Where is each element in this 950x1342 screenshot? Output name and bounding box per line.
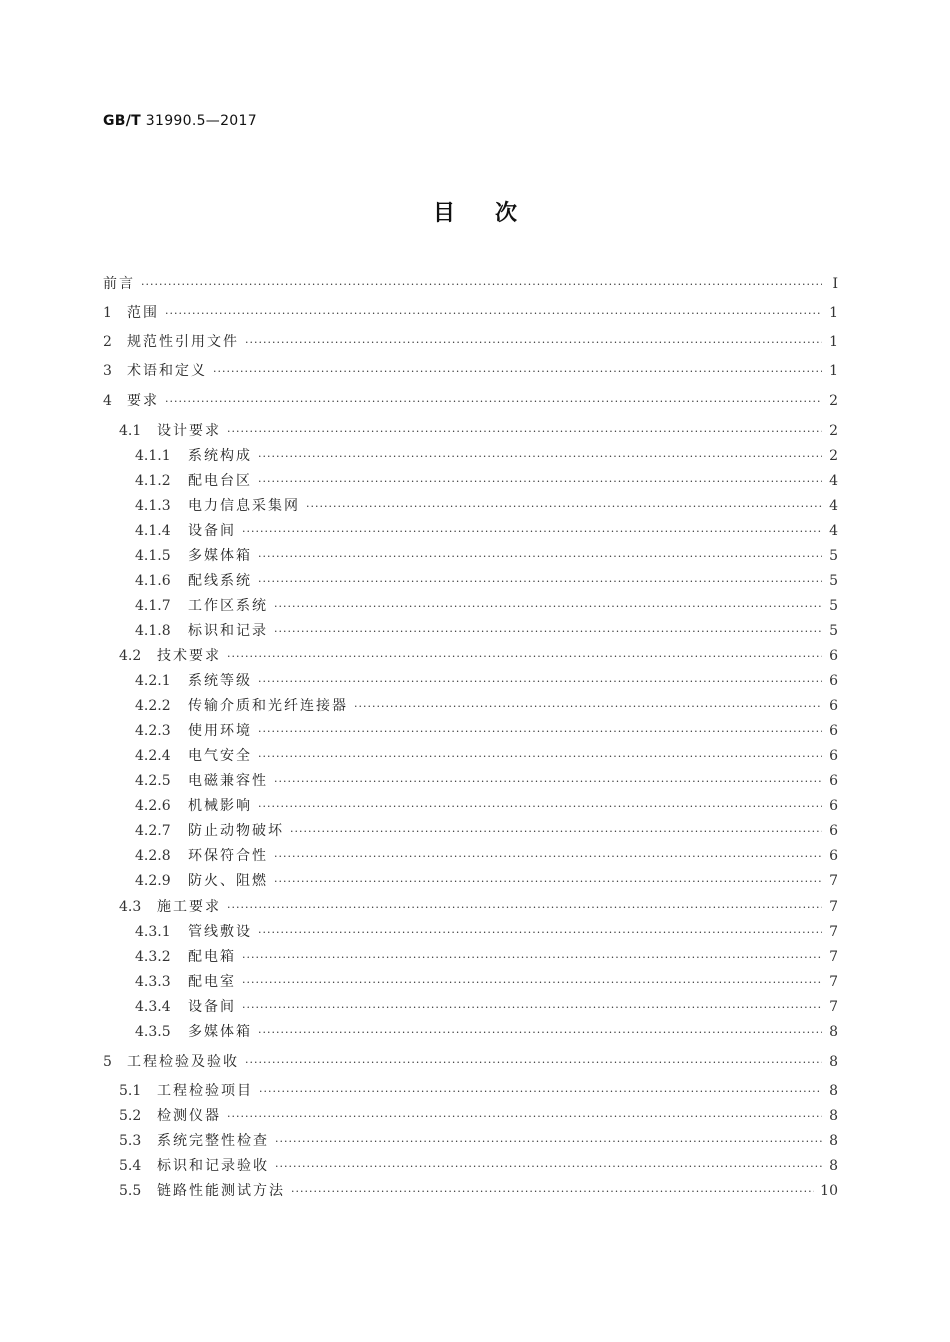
toc-leader-dots: [227, 647, 822, 667]
toc-entry-page: I: [832, 276, 838, 292]
toc-entry[interactable]: [119, 897, 838, 917]
toc-entry[interactable]: [103, 274, 838, 294]
toc-entry[interactable]: [135, 821, 838, 841]
toc-entry-page: 2: [829, 448, 838, 464]
toc-entry-label: 前言: [103, 276, 135, 292]
toc-leader-dots: [258, 722, 822, 742]
toc-entry-number: 4.1.1: [135, 448, 171, 464]
toc-entry-page: 7: [829, 873, 838, 889]
toc-leader-dots: [275, 1132, 822, 1152]
toc-entry[interactable]: [103, 1052, 838, 1072]
toc-entry-page: 6: [829, 673, 838, 689]
toc-leader-dots: [274, 597, 822, 617]
toc-entry-page: 6: [829, 823, 838, 839]
toc-entry-label: 多媒体箱: [188, 1024, 252, 1040]
toc-entry-label: 配电台区: [188, 473, 252, 489]
toc-entry-label: 配电箱: [188, 949, 236, 965]
toc-entry-label: 电磁兼容性: [188, 773, 268, 789]
toc-entry-label: 配电室: [188, 974, 236, 990]
toc-entry-label: 系统等级: [188, 673, 252, 689]
toc-entry[interactable]: [135, 496, 838, 516]
toc-leader-dots: [274, 772, 822, 792]
toc-leader-dots: [141, 275, 822, 295]
toc-leader-dots: [245, 333, 822, 353]
toc-entry-number: 4.1.3: [135, 498, 171, 514]
toc-leader-dots: [291, 1182, 814, 1202]
toc-entry[interactable]: [135, 871, 838, 891]
toc-entry-number: 4.2.6: [135, 798, 171, 814]
toc-entry-number: 4.2.4: [135, 748, 171, 764]
toc-entry-page: 6: [829, 748, 838, 764]
toc-entry-number: 4.2.1: [135, 673, 171, 689]
toc-entry-page: 1: [829, 363, 838, 379]
toc-entry-label: 系统完整性检查: [157, 1133, 269, 1149]
toc-leader-dots: [290, 822, 822, 842]
toc-leader-dots: [258, 572, 822, 592]
toc-entry-page: 6: [829, 798, 838, 814]
toc-entry-page: 6: [829, 848, 838, 864]
toc-entry-label: 设计要求: [157, 423, 221, 439]
toc-entry-page: 7: [829, 974, 838, 990]
toc-entry-label: 多媒体箱: [188, 548, 252, 564]
toc-leader-dots: [274, 847, 822, 867]
toc-entry-page: 8: [829, 1108, 838, 1124]
toc-entry-label: 系统构成: [188, 448, 252, 464]
toc-entry-page: 2: [829, 393, 838, 409]
toc-entry[interactable]: [119, 421, 838, 441]
toc-entry[interactable]: [135, 796, 838, 816]
toc-leader-dots: [213, 362, 822, 382]
toc-entry-label: 传输介质和光纤连接器: [188, 698, 348, 714]
toc-entry-page: 2: [829, 423, 838, 439]
toc-entry-page: 7: [829, 949, 838, 965]
toc-entry[interactable]: [103, 332, 838, 352]
toc-leader-dots: [227, 898, 822, 918]
toc-entry-page: 8: [829, 1024, 838, 1040]
toc-entry-page: 1: [829, 334, 838, 350]
toc-leader-dots: [259, 1082, 822, 1102]
toc-entry-number: 4.3.3: [135, 974, 171, 990]
page-title: 目次: [432, 201, 557, 226]
toc-entry-page: 5: [829, 573, 838, 589]
toc-leader-dots: [165, 392, 822, 412]
toc-entry[interactable]: [135, 621, 838, 641]
toc-leader-dots: [258, 747, 822, 767]
toc-leader-dots: [258, 547, 822, 567]
toc-entry-page: 4: [829, 498, 838, 514]
toc-entry-number: 4.2.3: [135, 723, 171, 739]
toc-leader-dots: [354, 697, 822, 717]
toc-entry[interactable]: [119, 1081, 838, 1101]
toc-entry-label: 设备间: [188, 523, 236, 539]
toc-entry-number: 4.1.8: [135, 623, 171, 639]
toc-entry-number: 4.1.5: [135, 548, 171, 564]
toc-entry-number: 4: [103, 393, 112, 409]
toc-entry-label: 使用环境: [188, 723, 252, 739]
toc-entry-label: 环保符合性: [188, 848, 268, 864]
toc-entry-page: 7: [829, 924, 838, 940]
toc-entry-label: 链路性能测试方法: [157, 1183, 285, 1199]
toc-entry-label: 配线系统: [188, 573, 252, 589]
toc-entry[interactable]: [135, 1022, 838, 1042]
toc-leader-dots: [227, 422, 822, 442]
toc-entry-label: 工作区系统: [188, 598, 268, 614]
standard-code-prefix: GB/T: [103, 113, 142, 129]
toc-entry-number: 4.1.4: [135, 523, 171, 539]
toc-leader-dots: [242, 973, 822, 993]
toc-entry-page: 6: [829, 698, 838, 714]
toc-entry[interactable]: [103, 391, 838, 411]
toc-entry-label: 术语和定义: [127, 363, 207, 379]
toc-entry[interactable]: [135, 571, 838, 591]
toc-entry-label: 技术要求: [157, 648, 221, 664]
toc-entry[interactable]: [135, 997, 838, 1017]
toc-entry-label: 防止动物破坏: [188, 823, 284, 839]
toc-entry-page: 6: [829, 773, 838, 789]
toc-entry-number: 4.3.4: [135, 999, 171, 1015]
toc-entry-label: 检测仪器: [157, 1108, 221, 1124]
toc-entry-number: 4.3.5: [135, 1024, 171, 1040]
toc-entry-label: 工程检验项目: [157, 1083, 253, 1099]
toc-leader-dots: [306, 497, 822, 517]
toc-leader-dots: [258, 1023, 822, 1043]
toc-entry-page: 8: [829, 1158, 838, 1174]
toc-entry-number: 2: [103, 334, 112, 350]
toc-entry[interactable]: [119, 1156, 838, 1176]
toc-entry-page: 5: [829, 548, 838, 564]
toc-entry[interactable]: [103, 303, 838, 323]
toc-entry-page: 6: [829, 648, 838, 664]
toc-entry[interactable]: [135, 446, 838, 466]
toc-entry-page: 4: [829, 523, 838, 539]
toc-entry-label: 标识和记录验收: [157, 1158, 269, 1174]
toc-entry-label: 管线敷设: [188, 924, 252, 940]
toc-leader-dots: [258, 672, 822, 692]
toc-entry[interactable]: [135, 746, 838, 766]
standard-code: [103, 113, 257, 129]
toc-leader-dots: [274, 872, 822, 892]
toc-entry-page: 4: [829, 473, 838, 489]
toc-entry-number: 5.2: [119, 1108, 142, 1124]
toc-leader-dots: [242, 998, 822, 1018]
toc-leader-dots: [227, 1107, 822, 1127]
toc-entry-number: 1: [103, 305, 112, 321]
toc-entry[interactable]: [119, 1106, 838, 1126]
toc-entry-number: 5.4: [119, 1158, 142, 1174]
toc-entry-number: 5.5: [119, 1183, 142, 1199]
toc-entry-label: 机械影响: [188, 798, 252, 814]
toc-entry[interactable]: [135, 846, 838, 866]
toc-entry-label: 要求: [127, 393, 159, 409]
standard-code-number: 31990.5—2017: [141, 113, 257, 129]
toc-entry-page: 6: [829, 723, 838, 739]
toc-entry-number: 4.1: [119, 423, 142, 439]
toc-leader-dots: [258, 923, 822, 943]
toc-entry-page: 7: [829, 899, 838, 915]
toc-entry-label: 设备间: [188, 999, 236, 1015]
toc-entry-page: 8: [829, 1083, 838, 1099]
toc-entry-page: 5: [829, 623, 838, 639]
toc-entry-label: 标识和记录: [188, 623, 268, 639]
toc-leader-dots: [242, 522, 822, 542]
toc-entry[interactable]: [103, 361, 838, 381]
toc-entry-number: 5: [103, 1054, 112, 1070]
toc-entry-number: 4.2.7: [135, 823, 171, 839]
toc-entry-page: 10: [820, 1183, 838, 1199]
toc-entry-label: 工程检验及验收: [127, 1054, 239, 1070]
toc-entry-number: 4.2.8: [135, 848, 171, 864]
toc-entry-number: 3: [103, 363, 112, 379]
toc-entry[interactable]: [135, 771, 838, 791]
toc-entry-label: 电气安全: [188, 748, 252, 764]
toc-entry-page: 1: [829, 305, 838, 321]
toc-entry[interactable]: [135, 671, 838, 691]
toc-entry-label: 防火、阻燃: [188, 873, 268, 889]
toc-leader-dots: [258, 447, 822, 467]
toc-entry[interactable]: [135, 596, 838, 616]
toc-entry[interactable]: [135, 546, 838, 566]
toc-entry-number: 4.3.2: [135, 949, 171, 965]
toc-entry-page: 8: [829, 1133, 838, 1149]
toc-entry[interactable]: [135, 947, 838, 967]
toc-entry-page: 7: [829, 999, 838, 1015]
toc-entry-number: 4.1.2: [135, 473, 171, 489]
toc-leader-dots: [275, 1157, 822, 1177]
toc-entry-number: 4.3: [119, 899, 142, 915]
toc-leader-dots: [242, 948, 822, 968]
toc-entry[interactable]: [135, 696, 838, 716]
toc-leader-dots: [258, 472, 822, 492]
toc-entry-number: 4.2: [119, 648, 142, 664]
toc-entry-label: 规范性引用文件: [127, 334, 239, 350]
toc-entry[interactable]: [119, 1181, 838, 1201]
toc-entry-page: 5: [829, 598, 838, 614]
toc-entry-number: 4.1.7: [135, 598, 171, 614]
toc-leader-dots: [245, 1053, 822, 1073]
toc-leader-dots: [258, 797, 822, 817]
toc-entry[interactable]: [135, 922, 838, 942]
toc-entry[interactable]: [135, 471, 838, 491]
toc-entry-number: 4.2.2: [135, 698, 171, 714]
toc-entry[interactable]: [135, 721, 838, 741]
toc-entry-number: 5.1: [119, 1083, 142, 1099]
toc-entry-label: 范围: [127, 305, 159, 321]
toc-entry[interactable]: [135, 521, 838, 541]
toc-entry-label: 施工要求: [157, 899, 221, 915]
toc-entry-page: 8: [829, 1054, 838, 1070]
toc-entry[interactable]: [119, 1131, 838, 1151]
toc-leader-dots: [274, 622, 822, 642]
toc-entry-number: 4.3.1: [135, 924, 171, 940]
toc-entry-label: 电力信息采集网: [188, 498, 300, 514]
toc-entry[interactable]: [135, 972, 838, 992]
toc-entry-number: 4.1.6: [135, 573, 171, 589]
toc-entry-number: 5.3: [119, 1133, 142, 1149]
toc-leader-dots: [165, 304, 822, 324]
toc-entry[interactable]: [119, 646, 838, 666]
toc-entry-number: 4.2.9: [135, 873, 171, 889]
toc-entry-number: 4.2.5: [135, 773, 171, 789]
